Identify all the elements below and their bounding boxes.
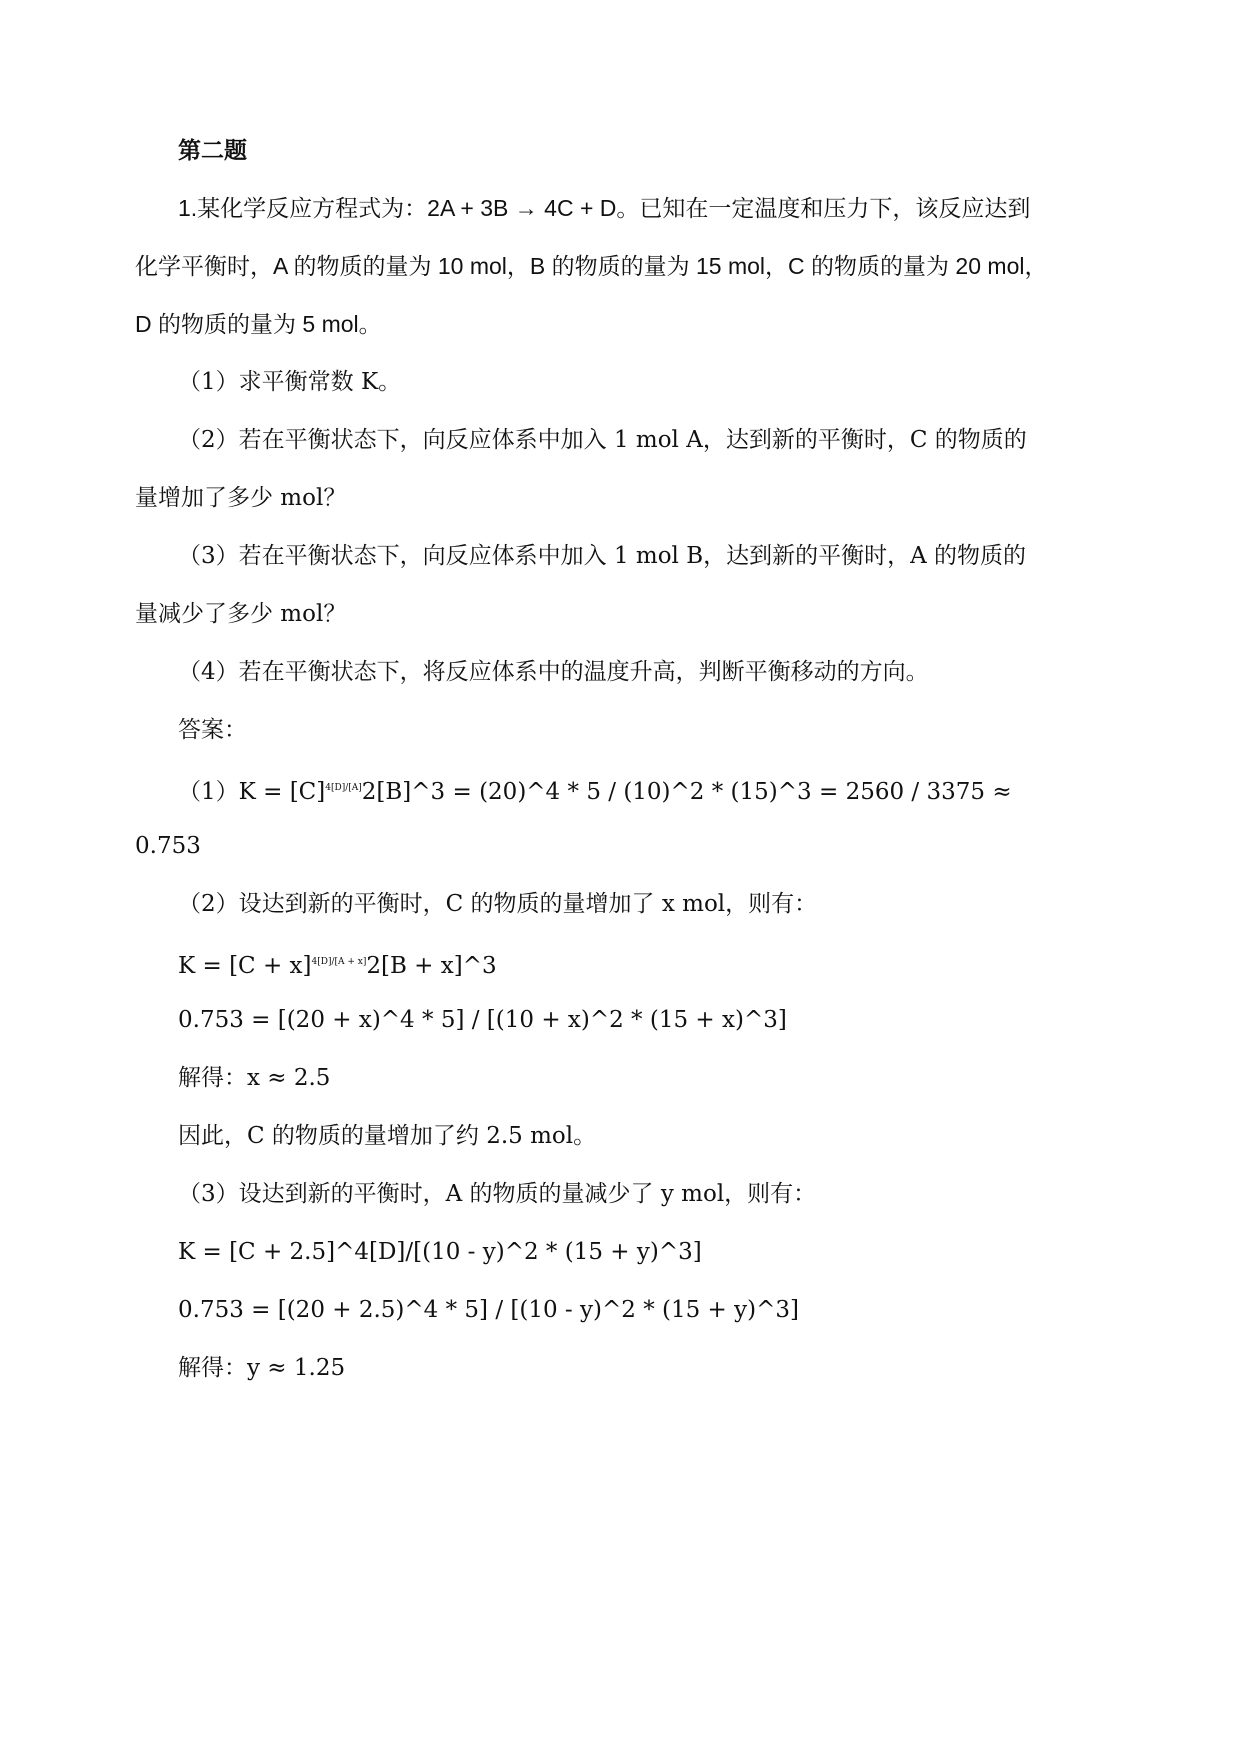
sub-question-2-line-1: （2）若在平衡状态下，向反应体系中加入 1 mol A，达到新的平衡时，C 的物质的 [178,427,1027,453]
answer-1-line [178,773,1012,807]
answer-3-equation: K = [C + 2.5]^4[D]/[(10 - y)^2 * (15 + y)^3] [178,1239,702,1265]
answer-1-suffix: 2[B]^3 = (20)^4 * 5 / (10)^2 * (15)^3 = 2560 / 3375 ≈ [361,779,1012,805]
answer-2-eq-suffix: 2[B + x]^3 [366,953,497,979]
answer-2-solution: 解得：x ≈ 2.5 [178,1065,331,1091]
answer-3-equation-2: 0.753 = [(20 + 2.5)^4 * 5] / [(10 - y)^2 * (15 + y)^3] [178,1297,799,1323]
sub-question-3-line-1: （3）若在平衡状态下，向反应体系中加入 1 mol B，达到新的平衡时，A 的物质的 [178,543,1027,569]
sub-question-2-line-2: 量增加了多少 mol？ [135,485,347,511]
answer-3-solution: 解得：y ≈ 1.25 [178,1355,346,1381]
answer-1-result: 0.753 [135,833,201,859]
sub-question-4: （4）若在平衡状态下，将反应体系中的温度升高，判断平衡移动的方向。 [178,659,929,685]
question-stem-line-1: 1.某化学反应方程式为：2A + 3B → 4C + D。已知在一定温度和压力下，该反应达到 [178,195,1031,221]
answer-2-eq-overlap-text: 4[D]/[A + x] [311,957,367,967]
question-stem-line-2: 化学平衡时，A 的物质的量为 10 mol，B 的物质的量为 15 mol，C 的物质的量为 20 mol， [135,253,1048,279]
section-heading: 第二题 [178,137,247,163]
answer-2-eq-prefix: K = [C + x] [178,953,312,979]
sub-question-3-line-2: 量减少了多少 mol？ [135,601,347,627]
answer-label: 答案： [178,717,247,743]
answer-1-overlap-text: 4[D]/[A] [325,783,362,793]
answer-2-equation [178,947,497,981]
answer-2-conclusion: 因此，C 的物质的量增加了约 2.5 mol。 [178,1123,597,1149]
sub-question-1: （1）求平衡常数 K。 [178,369,402,395]
answer-2-intro: （2）设达到新的平衡时，C 的物质的量增加了 x mol，则有： [178,891,818,917]
answer-3-intro: （3）设达到新的平衡时，A 的物质的量减少了 y mol，则有： [178,1181,817,1207]
answer-1-prefix: （1）K = [C] [178,779,326,805]
question-stem-line-3: D 的物质的量为 5 mol。 [135,311,382,337]
answer-2-equation-2: 0.753 = [(20 + x)^4 * 5] / [(10 + x)^2 * (15 + x)^3] [178,1007,787,1033]
